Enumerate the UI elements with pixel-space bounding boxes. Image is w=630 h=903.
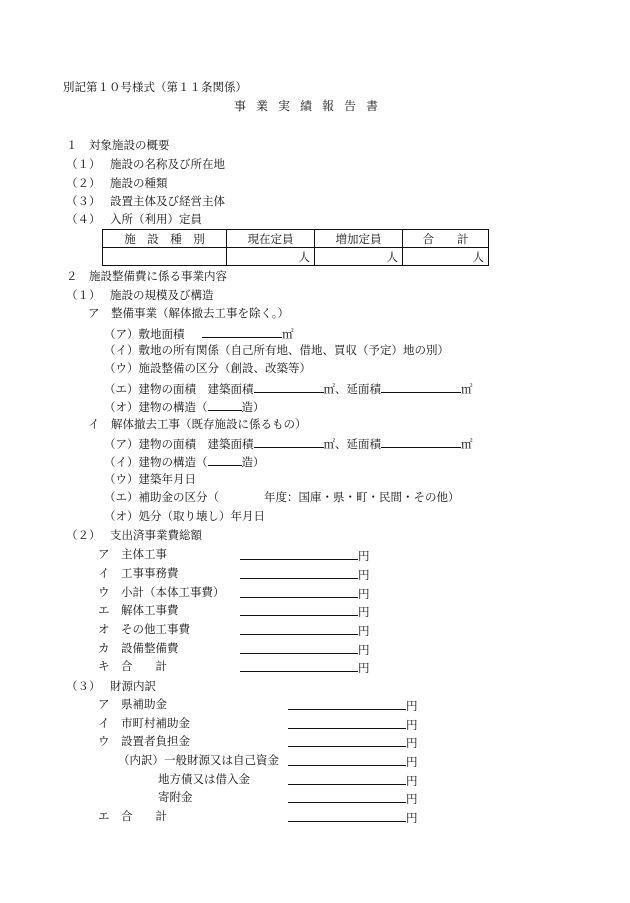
- amount-blank[interactable]: [288, 809, 406, 822]
- subsection-b-label: イ 解体撤去工事（既存施設に係るもの）: [88, 417, 307, 431]
- floor-area-blank[interactable]: [381, 435, 461, 448]
- s2-p3-text: 財源内訳: [110, 679, 156, 693]
- list-item-label: ウ 設置者負担金: [98, 734, 190, 748]
- list-item-label: ア 県補助金: [98, 697, 167, 711]
- s1-item-2-text: 施設の種類: [110, 176, 168, 190]
- subsection-a-label: ア 整備事業（解体撤去工事を除く。）: [88, 306, 290, 320]
- list-item-label: 寄附金: [158, 790, 193, 804]
- list-item-label: （内訳）一般財源又は自己資金: [118, 753, 279, 767]
- list-item-label: カ 設備整備費: [98, 641, 179, 655]
- building-area-label: （ア）建物の面積 建築面積: [104, 437, 254, 451]
- amount-blank[interactable]: [240, 547, 358, 560]
- yen-unit: 円: [406, 811, 418, 825]
- yen-unit: 円: [406, 774, 418, 788]
- structure-label: （オ）建物の構造（: [104, 400, 208, 414]
- amount-row: [288, 716, 418, 732]
- subsidy-label: （エ）補助金の区分（: [104, 490, 219, 504]
- s1-item-3-text: 設置主体及び経営主体: [110, 194, 225, 208]
- form-number: 別記第１０号様式（第１１条関係）: [63, 80, 247, 94]
- s2-p3-num: （３）: [66, 679, 101, 693]
- structure-suffix: 造）: [241, 400, 265, 414]
- s2-p1-num: （１）: [66, 288, 101, 302]
- amount-blank[interactable]: [240, 566, 358, 579]
- s1-item-2-num: （２）: [66, 176, 101, 190]
- amount-blank[interactable]: [288, 790, 406, 803]
- b-building-area-row: [104, 435, 473, 451]
- building-area-blank[interactable]: [254, 435, 324, 448]
- s1-item-1-num: （１）: [66, 157, 101, 171]
- built-date-row: （ウ）建築年月日: [104, 472, 196, 486]
- col-current-capacity: 現在定員: [227, 230, 315, 248]
- sqm-unit: ㎡: [323, 437, 335, 451]
- b-structure-row: [104, 453, 265, 469]
- document-title: 事業実績報告書: [234, 99, 389, 113]
- amount-row: [240, 641, 370, 657]
- structure-blank[interactable]: [208, 398, 242, 411]
- sqm-unit: ㎡: [282, 327, 294, 341]
- cell-total-unit[interactable]: 人: [403, 248, 489, 266]
- floor-area-label: 、延面積: [335, 437, 381, 451]
- a-building-area-row: [104, 380, 473, 396]
- yen-unit: 円: [406, 792, 418, 806]
- section-2-heading: ２ 施設整備費に係る事業内容: [66, 269, 227, 283]
- yen-unit: 円: [406, 755, 418, 769]
- yen-unit: 円: [406, 718, 418, 732]
- amount-blank[interactable]: [288, 716, 406, 729]
- s2-p1-text: 施設の規模及び構造: [110, 288, 214, 302]
- amount-blank[interactable]: [288, 697, 406, 710]
- col-facility-type: 施 設 種 別: [103, 230, 227, 248]
- yen-unit: 円: [358, 549, 370, 563]
- list-item-label: イ 市町村補助金: [98, 716, 190, 730]
- list-item-label: ア 主体工事: [98, 547, 167, 561]
- amount-row: [240, 547, 370, 563]
- amount-row: [288, 809, 418, 825]
- structure-label: （イ）建物の構造（: [104, 455, 208, 469]
- structure-suffix: 造）: [241, 455, 265, 469]
- amount-row: [240, 659, 370, 675]
- building-area-blank[interactable]: [254, 380, 324, 393]
- amount-row: [240, 603, 370, 619]
- floor-area-blank[interactable]: [381, 380, 461, 393]
- yen-unit: 円: [358, 643, 370, 657]
- cell-facility-type[interactable]: [103, 248, 227, 266]
- ownership-row: （イ）敷地の所有関係（自己所有地、借地、買収（予定）地の別）: [104, 343, 449, 357]
- list-item-label: キ 合 計: [98, 659, 167, 673]
- building-area-label: （エ）建物の面積 建築面積: [104, 382, 254, 396]
- sqm-unit: ㎡: [461, 437, 473, 451]
- yen-unit: 円: [358, 605, 370, 619]
- site-area-label: （ア）敷地面積: [104, 327, 185, 341]
- s1-item-3-num: （３）: [66, 194, 101, 208]
- list-item-label: エ 合 計: [98, 809, 167, 823]
- amount-row: [288, 734, 418, 750]
- yen-unit: 円: [358, 568, 370, 582]
- amount-row: [288, 697, 418, 713]
- sqm-unit: ㎡: [323, 382, 335, 396]
- disposal-date-row: （オ）処分（取り壊し）年月日: [104, 509, 265, 523]
- cell-increase-unit[interactable]: 人: [315, 248, 403, 266]
- structure-blank[interactable]: [208, 453, 242, 466]
- sqm-unit: ㎡: [461, 382, 473, 396]
- s1-item-4-text: 入所（利用）定員: [110, 212, 202, 226]
- amount-blank[interactable]: [240, 585, 358, 598]
- subsidy-year-options: 年度：国庫・県・町・民間・その他）: [264, 490, 460, 504]
- amount-row: [240, 622, 370, 638]
- amount-blank[interactable]: [240, 641, 358, 654]
- amount-row: [240, 585, 370, 601]
- col-increase-capacity: 増加定員: [315, 230, 403, 248]
- amount-row: [288, 753, 418, 769]
- yen-unit: 円: [406, 699, 418, 713]
- amount-row: [288, 772, 418, 788]
- yen-unit: 円: [358, 587, 370, 601]
- site-area-blank[interactable]: [202, 325, 282, 338]
- amount-blank[interactable]: [240, 622, 358, 635]
- cell-current-unit[interactable]: 人: [227, 248, 315, 266]
- table-row: [103, 248, 489, 266]
- capacity-table: [102, 229, 489, 266]
- s2-p2-num: （２）: [66, 528, 101, 542]
- table-header-row: [103, 230, 489, 248]
- s1-item-1-text: 施設の名称及び所在地: [110, 157, 225, 171]
- category-row: （ウ）施設整備の区分（創設、改築等）: [104, 361, 311, 375]
- list-item-label: ウ 小計（本体工事費）: [98, 585, 225, 599]
- yen-unit: 円: [406, 736, 418, 750]
- s2-p2-text: 支出済事業費総額: [110, 528, 202, 542]
- amount-blank[interactable]: [288, 753, 406, 766]
- list-item-label: イ 工事事務費: [98, 566, 179, 580]
- list-item-label: エ 解体工事費: [98, 603, 179, 617]
- amount-row: [240, 566, 370, 582]
- list-item-label: 地方債又は借入金: [158, 772, 250, 786]
- yen-unit: 円: [358, 624, 370, 638]
- floor-area-label: 、延面積: [335, 382, 381, 396]
- site-area-row: [104, 325, 294, 341]
- yen-unit: 円: [358, 661, 370, 675]
- amount-blank[interactable]: [240, 603, 358, 616]
- s1-item-4-num: （４）: [66, 212, 101, 226]
- amount-blank[interactable]: [288, 734, 406, 747]
- amount-blank[interactable]: [240, 659, 358, 672]
- col-total: 合 計: [403, 230, 489, 248]
- a-structure-row: [104, 398, 265, 414]
- amount-row: [288, 790, 418, 806]
- list-item-label: オ その他工事費: [98, 622, 190, 636]
- section-1-heading: １ 対象施設の概要: [66, 138, 170, 152]
- amount-blank[interactable]: [288, 772, 406, 785]
